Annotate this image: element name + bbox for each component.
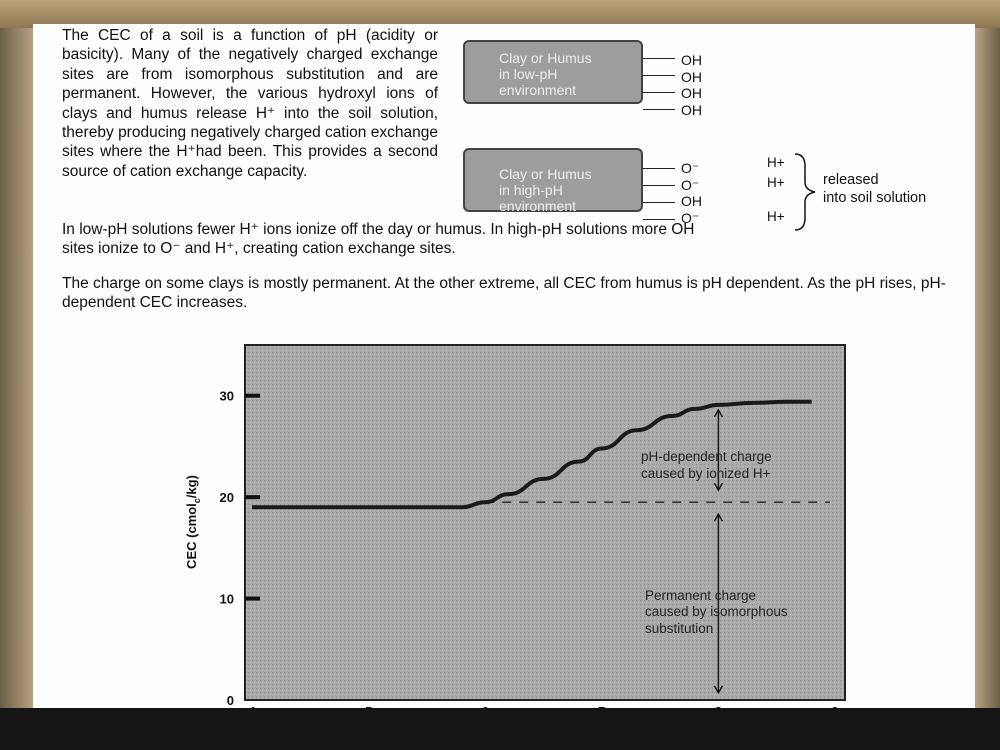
- released-ion-3: H+: [767, 209, 785, 224]
- annotation-permanent-line3: substitution: [645, 621, 714, 636]
- low-site-1: OH: [681, 52, 702, 68]
- high-site-1: O⁻: [681, 160, 700, 176]
- charge-paragraph: The charge on some clays is mostly permanent. At the other extreme, all CEC from humus is pH dependent. As the pH rises, pH-dependent CEC increases.: [62, 275, 946, 312]
- y-axis-label-main: CEC (cmol: [184, 503, 199, 569]
- low-box-line3: environment: [499, 82, 577, 98]
- y-axis-label: [184, 475, 202, 569]
- released-line1: released: [823, 172, 879, 188]
- low-site-3: OH: [681, 85, 702, 101]
- annotation-ph-dependent-line2: caused by ionized H+: [641, 466, 771, 481]
- annotation-ph-dependent-line1: pH-dependent charge: [641, 449, 772, 464]
- released-ion-1: H+: [767, 155, 785, 170]
- low-site-4: OH: [681, 101, 702, 118]
- slide-frame-bottom: [0, 708, 1000, 750]
- high-site-2: O⁻: [681, 176, 700, 193]
- high-site-3: OH: [681, 193, 702, 209]
- high-box-line3: environment: [499, 198, 577, 214]
- released-ion-2: H+: [767, 175, 785, 190]
- annotation-permanent-line1: Permanent charge: [645, 588, 757, 603]
- high-box-line2: in high-pH: [499, 182, 563, 198]
- y-axis-label-unit: /kg): [184, 475, 199, 499]
- intro-paragraph: The CEC of a soil is a function of pH (acidity or basicity). Many of the negatively charged exchange sites are from isomorphous substitution and are permanent. However, the various hydroxyl ions of clays and humus release H⁺ into the soil solution, thereby producing negatively charged cation exchange sites where the H⁺had been. This provides a second source of cation exchange capacity.: [62, 27, 438, 180]
- high-box-line1: Clay or Humus: [499, 166, 592, 182]
- y-tick-label-30: 30: [219, 388, 234, 404]
- y-tick-label-10: 10: [219, 591, 234, 607]
- low-box-line2: in low-pH: [499, 66, 558, 82]
- y-axis-label-subscript: c: [192, 498, 202, 504]
- annotation-permanent-line2: caused by isomorphous: [645, 604, 788, 619]
- low-site-2: OH: [681, 68, 702, 85]
- plot-area: [245, 345, 845, 700]
- low-high-ph-paragraph: In low-pH solutions fewer H⁺ ions ionize off the day or humus. In high-pH solutions more OH sites ionize to O⁻ and H⁺, creating cation exchange sites.: [62, 221, 695, 258]
- y-tick-label-0: 0: [226, 693, 234, 708]
- low-box-line1: Clay or Humus: [499, 50, 592, 66]
- released-line2: into soil solution: [823, 189, 927, 206]
- y-tick-label-20: 20: [219, 490, 234, 506]
- high-site-4: O⁻: [681, 209, 700, 226]
